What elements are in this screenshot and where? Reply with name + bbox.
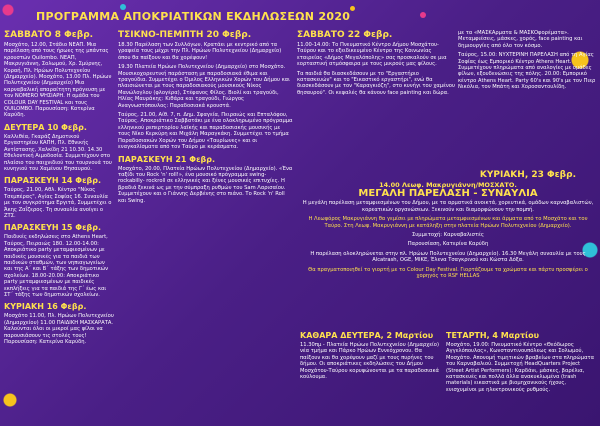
event-heading: ΚΑΘΑΡΑ ΔΕΥΤΕΡΑ, 2 Μαρτίου [300, 331, 434, 340]
event-text: Η Λεωφόρος Μακρυγιάννη θα γεμίσει με πληρώματα μεταμφιεσμένων και άρματα από το Μοσχάτο και τον Ταύρο. Στη Λεωφ. Μακρυγιάννη με κατάληξη στην πλατεία Ηρώων Πολυτεχνείου (Δημαρχείο). [308, 216, 588, 229]
column-3 [297, 30, 455, 99]
event-text: Παρουσίαση, Κατερίνα Καρύδη [407, 241, 489, 248]
event-heading: ΚΥΡΙΑΚΗ 16 Φεβρ. [4, 302, 87, 312]
event-text: Καλλιθέα, Γκαράζ Δημοτικού Εργαστηρίου ΚΑΠΗ, Πλ. Εθνικής Αντίστασης, Χαλκίδη 21 10.30. 14.30 Εθελοντική Αιμοδοσία. Συμμετέχουν στο πλαίσιο του παιχνιδιού του τουρνουά του κυνηγιού του Χαμένου Θησαυρού. [4, 133, 112, 172]
event-text: 11.00-14.00: Το Πνευματικό Κέντρο Δήμου Μοσχάτου-Ταύρου και το εξειδικευμένο Κέντρο της Κοινωνίας εταιρείας «Δήμος Μεγαλόπολης» σας προσκαλούν σε μια εορταστική ατμόσφαιρα με τους μικρούς μας φίλους. [297, 42, 447, 68]
column-4 [458, 30, 596, 94]
confetti-dot [350, 6, 355, 11]
event-text: 11.30πμ - Πλατεία Ηρώων Πολυτεχνείου (Δημαρχείο) νέα τμήμα και Πάρκο Ηρώων Εννεόχρονου. Θα παίξουν και θα χορέψουν μαζί με τους πυρήνες του δήμου. Οι αποκριάτικες εκδηλώσεις του Δήμου Μοσχάτου-Ταύρου κορυφώνονται με τα παραδοσιακά κούλουμα. [300, 342, 439, 381]
event-text: Θα πραγματοποιηθεί το γιορτή με το Colour Day Festival. Γιορτάζουμε τα χρώματα και πάρτυ προσφέρει ο χορηγός το RSF HELLAS [308, 266, 588, 280]
event-heading: ΣΑΒΒΑΤΟ 8 Φεβρ. [4, 30, 94, 40]
event-text: 18.30 Παρέλαση των Συλλόγων. Κρατάει με κεντρικό από τα γραφεία τους μέχρι την Πλ. Ηρώων Πολυτεχνείου (Δημαρχείο) όπου θα παίξουν και θα χορέψουν! [118, 42, 282, 61]
page-title: ΠΡΟΓΡΑΜΜΑ ΑΠΟΚΡΙΑΤΙΚΩΝ ΕΚΔΗΛΩΣΕΩΝ 2020 [36, 10, 351, 23]
event-heading: ΠΑΡΑΣΚΕΥΗ 14 Φεβρ. [4, 176, 102, 186]
event-text: Ταύρος, 21.00, Αίθ. 7, π. Δημ. Σφαγεία, Πειραιώς και Επταλόφου, Ταύρος. Αποκριάτικο Σαββατάκι με ένα ολοκληρωμένο πρόγραμμα ελληνικού ρεπερτορίου λαϊκής και παραδοσιακής μουσικής με τους Νίκο Κερκύρη και Μιχάλη Μαραγκάκη. Συμμετέχει το τμήμα Παραδοσιακών Χορών του Δήμου «Ταυρίωνες» και οι εναγκαλίσματα από τον Ταύρο με κεράσματα. [118, 112, 293, 151]
event-text: Η μεγάλη παρέλαση μεταμφιεσμένων του Δήμου, με τα αρματικά ανοικτά, χορευτικά, ομάδων καρναβαλιστών, κορεατικών οργανώσεων. Ξεκινούν και διαμορφώνουν την πομπή. [302, 200, 594, 213]
event-heading: ΠΑΡΑΣΚΕΥΗ 15 Φεβρ. [4, 223, 102, 233]
column-6 [446, 330, 596, 396]
event-heading: ΣΑΒΒΑΤΟ 22 Φεβρ. [297, 30, 393, 40]
event-heading: ΤΣΙΚΝΟ-ΠΕΜΠΤΗ 20 Φεβρ. [118, 30, 252, 40]
event-text: Μοσχάτο, 12.00, Στάδιο ΝΕΑΠ. Μια παρέλαση από τους ήρωες της μπάντας κρουστών Quilombo. ΝΕΑΠ, Μακρυγιάννη, Σολωμού, Χρ. Σμύρνης, Κοραή, Πλ. Ηρώων Πολυτεχνείου (Δημαρχείο). Μοσχάτο, 13.00 Πλ. Ηρώων Πολυτεχνείου (Δημαρχείο) Μια καρναβαλική απαραίτητη πρόγευση με τον NOMERO ΨΗΣΙΑΡΗ. Η ομάδα του COLOUR DAY FESTIVAL και τους QUILOMBO. Παρουσίαση: Κατερίνα Καρύδη. [4, 42, 112, 119]
event-text: με τα «ΜΑΣΚΑρματα & ΜΑΣΚΟφορέματα». Μεταμφιέσεις, μάσκες, χορός, face painting και δημιουργίες από όλο τον κόσμο. [458, 30, 583, 49]
event-text: 19.30 Πλατεία Ηρώων Πολυτεχνείου (Δημαρχείο) στο Μοσχάτο. Μουσικοχορευτική παράσταση με παραδοσιακά έθιμα και τραγούδια. Συμμετέχει ο Όμιλος Ελληνικών Χορών του Δήμου και πλαισιώνεται με τους παραδοσιακούς μουσικούς Νίκος Μανώλογλου (φλογέρα), Στέφανος Φίλος. Βιολί και τραγούδι, Ηλίας Μαυράκης: Κιθάρα και τραγούδι, Γιώργος Αναγνωστόπουλος: Παραδοσιακά κρουστά. [118, 64, 290, 109]
event-text: Τα παιδιά θα διασκεδάσουν με το "Εργαστήριο κατασκευών" και το "Εικαστικό εργαστήρι", ενώ θα διασκεδάσουν με τον "Καραγκιόζη", στο κυνήγι του χαμένου θησαυρού". Οι κεφαλές θα κάνουν face painting και δώρα. [297, 70, 455, 96]
column-1 [4, 30, 114, 348]
event-text: Μοσχάτο 11.00, Πλ. Ηρώων Πολυτεχνείου (Δημαρχείου) 11.00 ΠΑΙΔΙΚΗ ΜΑΣΚΑΡΑΤΑ. Καλούνται όλοι οι μικροί μας φίλοι να παρουσιάσουν τις στολές τους! Παρουσίαση: Κατερίνα Καρύδη. [4, 313, 114, 346]
event-title: ΜΕΓΑΛΗ ΠΑΡΕΛΑΣΗ - ΣΥΝΑΥΛΙΑ [358, 188, 538, 200]
event-text: Ταύρος, 21.00, Αθλ. Κέντρο "Νίκος Τσεμπέρας", Αγίας Σοφίας 16. Συναυλία με τον συγκρότημα Εργιτά, Συμμετέχει ο Άκης Ζαΐζερος. Τη συναυλία ανοίγει ο ΖΤΣ. [4, 187, 112, 219]
column-5 [300, 330, 440, 383]
event-heading: ΔΕΥΤΕΡΑ 10 Φεβρ. [4, 122, 87, 132]
event-subheading: 14.00 Λεωφ. Μακρυγιάννη/ΜΟΣΧΑΤΟ. [379, 181, 517, 189]
event-text: Ταύρος, 15.00: ΝΥΧΤΕΡΙΝΗ ΠΑΡΕΛΑΣΗ από τη Αγίας Σοφίας έως Εμπορικό Κέντρο Athens Heart. Συμμετέχουν πληρώματα από αναλογίες με ομάδες φίλων, εξουδενώσεις της πόλης. 20.00: Εμπορικό κέντρο Athens Heart. Party 60's και 90's με τον Πιερ Νικόλια, τον Μπάτη και Χοροσαντουλίδη. [458, 52, 596, 91]
event-text: Μοσχάτο, 19.00: Πνευματικό Κέντρο «Θεόδωρος Αγγελόπουλος», Κωνσταντινουπόλεως και Σολωμού, Μοσχάτο. Απονομή τιμητικών βραβείων στα πληρώματα του Καρναβαλιού. Συμμετοχή HeadQuarters Project (Street Artist Performers): Καρδάνι, μάσκες, βαρέλια, κατασκευές και πολλά άλλα ανακυκλωμένα (trash materials) εικαστικά με βιομηχανικούς ήχους, ενισχυμένοι με ηλεκτρονικούς ρυθμούς. [446, 342, 595, 393]
column-2 [118, 30, 293, 207]
event-text: Συμμετοχή: Καρναβαλιστές [412, 232, 484, 239]
event-heading: ΠΑΡΑΣΚΕΥΗ 21 Φεβρ. [118, 154, 216, 164]
event-text: Μοσχάτο, 20.00, Πλατεία Ηρώων Πολυτεχνείου (Δημαρχείο). «Ένα ταξίδι του Rock 'n' roll!», ένα μουσικό πρόγραμμα swing- rockabilly- rockroll σε ελληνικές και ξένες μουσικές επιτυχίες. Η βραδιά ξεκινά ως με την σύμπραξη ρυθμών του Sam Λαρισαίου. Συμμετέχουν και ο Γιάννης Δερβένης στο πιάνο. Το Rock 'n' Roll και Swing. [118, 165, 293, 204]
event-text: Η παρέλαση ολοκληρώνεται στην πλ. Ηρώων Πολυτεχνείου (Δημαρχείο). 16.30 Μεγάλη συναυλία με τους Alcatrash, OGE, MIKE, Έλενα Τσαγκρινού και Κώστα Δόξα. [310, 250, 586, 264]
confetti-dot [420, 12, 426, 18]
event-text: Παιδικές εκδηλώσεις στο Athens Heart, Ταύρος, Πειραιώς 180. 12.00-14.00: Αποκριάτικο party μεταμφιεσμένων με παιδικές μουσικές για τα παιδιά των παιδικών σταθμών, των νηπιαγωγείων και της Α΄ και Β΄ τάξης των δημοτικών σχολείων. 18.00-20.00: Αποκριάτικο party μεταμφιεσμένων με παιδικές εκπλήξεις για τα παιδιά της Γ΄ έως και ΣΤ΄ τάξης των δημοτικών σχολείων. [4, 234, 109, 298]
main-event [300, 170, 596, 282]
event-heading: ΚΥΡΙΑΚΗ, 23 Φεβρ. [479, 170, 576, 180]
event-heading: ΤΕΤΑΡΤΗ, 4 Μαρτίου [446, 331, 540, 340]
